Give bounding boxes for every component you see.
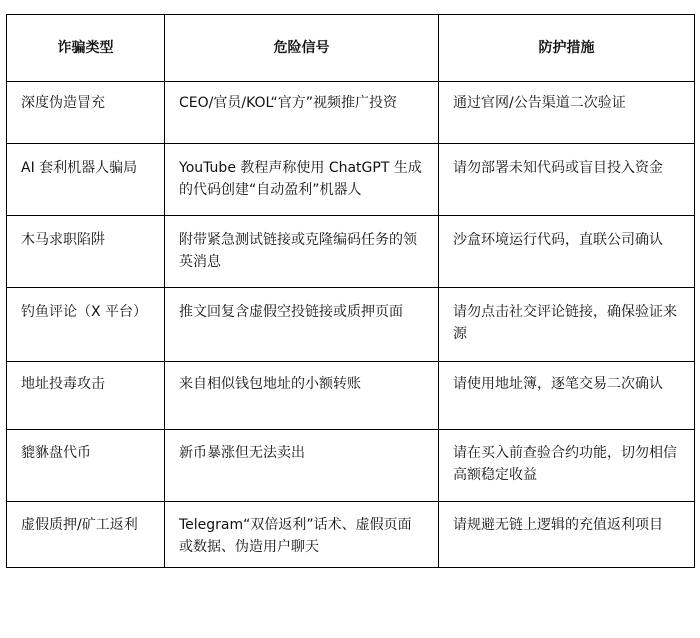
fraud-table [6, 14, 695, 568]
cell-danger-signal: Telegram“双倍返利”话术、虚假页面或数据、伪造用户聊天 [165, 502, 439, 568]
cell-protection: 请规避无链上逻辑的充值返利项目 [439, 502, 695, 568]
cell-fraud-type: 木马求职陷阱 [7, 216, 165, 288]
cell-protection: 通过官网/公告渠道二次验证 [439, 82, 695, 144]
cell-fraud-type: 深度伪造冒充 [7, 82, 165, 144]
table-header-row [7, 15, 695, 82]
cell-danger-signal: CEO/官员/KOL“官方”视频推广投资 [165, 82, 439, 144]
cell-protection: 请使用地址簿，逐笔交易二次确认 [439, 362, 695, 430]
cell-danger-signal: 推文回复含虚假空投链接或质押页面 [165, 288, 439, 362]
table-row [7, 216, 695, 288]
header-protection: 防护措施 [439, 15, 695, 82]
table-row [7, 82, 695, 144]
cell-fraud-type: 地址投毒攻击 [7, 362, 165, 430]
table-row [7, 430, 695, 502]
table-row [7, 502, 695, 568]
cell-danger-signal: 新币暴涨但无法卖出 [165, 430, 439, 502]
header-fraud-type: 诈骗类型 [7, 15, 165, 82]
cell-danger-signal: YouTube 教程声称使用 ChatGPT 生成的代码创建“自动盈利”机器人 [165, 144, 439, 216]
cell-fraud-type: 貔貅盘代币 [7, 430, 165, 502]
cell-protection: 请勿点击社交评论链接，确保验证来源 [439, 288, 695, 362]
cell-protection: 请在买入前查验合约功能，切勿相信高额稳定收益 [439, 430, 695, 502]
cell-protection: 沙盒环境运行代码，直联公司确认 [439, 216, 695, 288]
cell-fraud-type: 钓鱼评论（X 平台） [7, 288, 165, 362]
cell-danger-signal: 附带紧急测试链接或克隆编码任务的领英消息 [165, 216, 439, 288]
table-row [7, 362, 695, 430]
table-row [7, 144, 695, 216]
header-danger-signal: 危险信号 [165, 15, 439, 82]
cell-danger-signal: 来自相似钱包地址的小额转账 [165, 362, 439, 430]
cell-fraud-type: AI 套利机器人骗局 [7, 144, 165, 216]
cell-protection: 请勿部署未知代码或盲目投入资金 [439, 144, 695, 216]
table-row [7, 288, 695, 362]
cell-fraud-type: 虚假质押/矿工返利 [7, 502, 165, 568]
